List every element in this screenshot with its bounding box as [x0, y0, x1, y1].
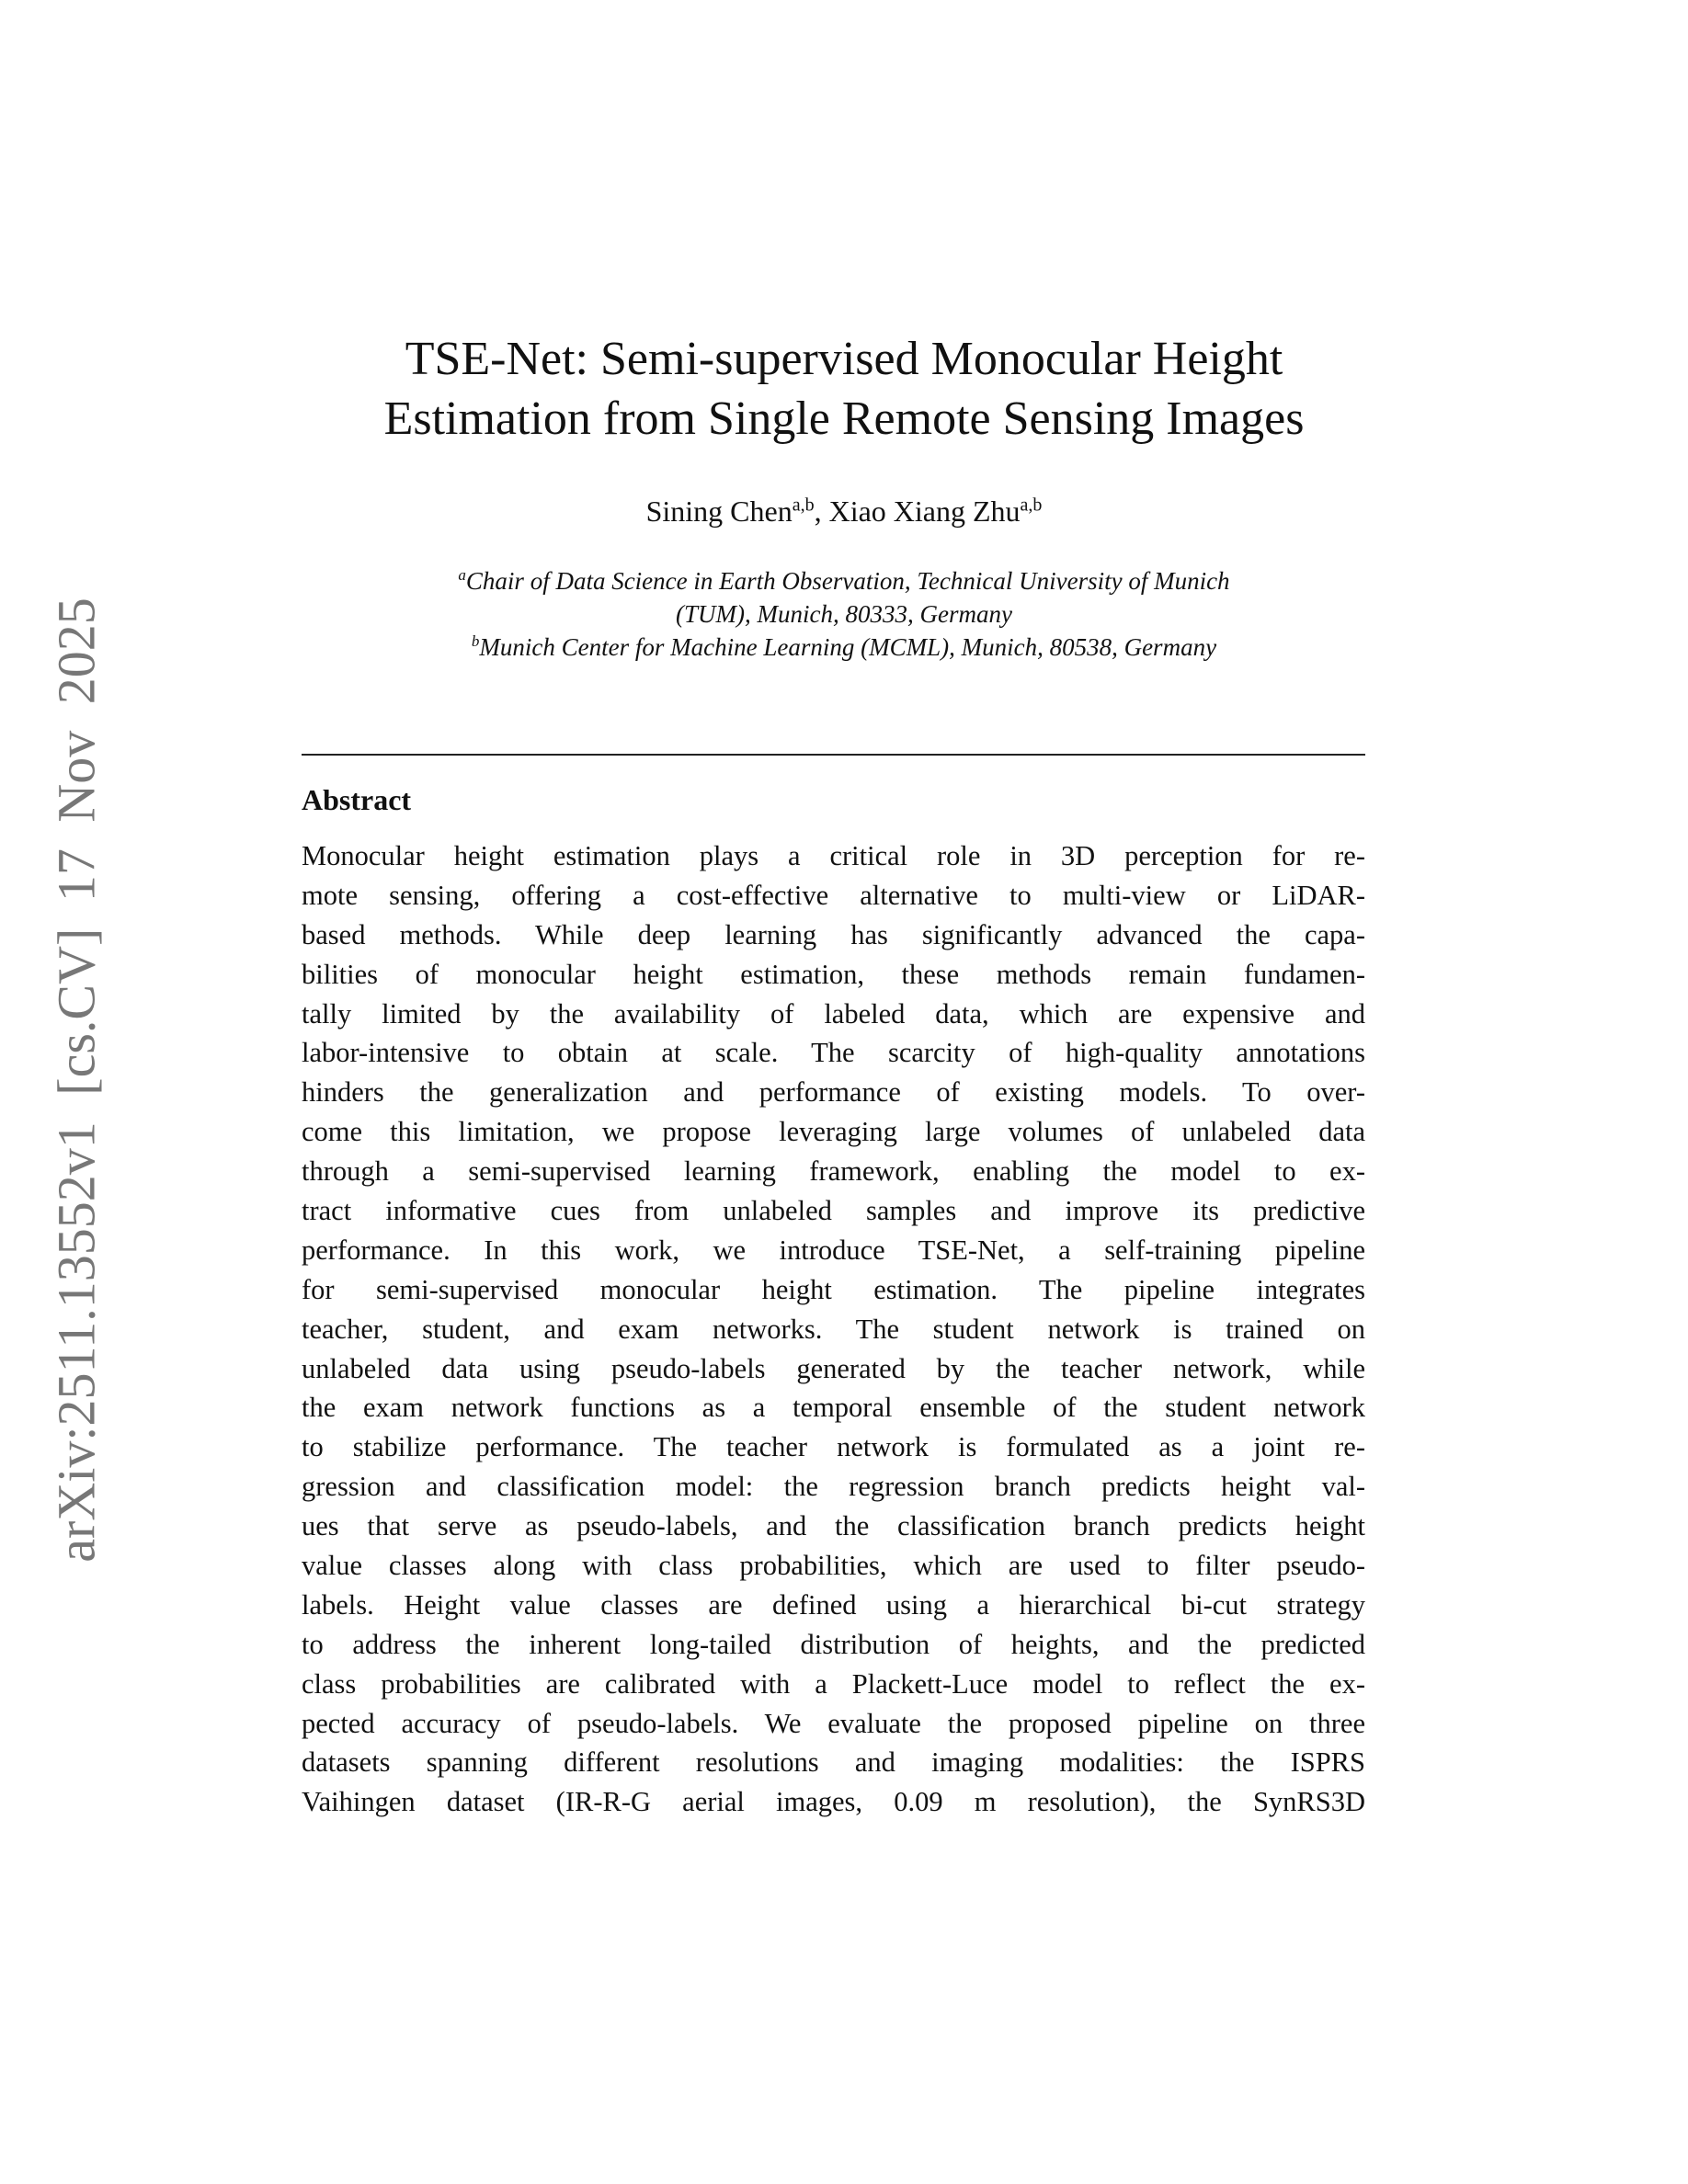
- abstract-line: labor-intensive to obtain at scale. The scarcity of high-quality annotations: [302, 1037, 1365, 1069]
- abstract-line: pected accuracy of pseudo-labels. We evaluate the proposed pipeline on three: [302, 1707, 1365, 1739]
- abstract-line: hinders the generalization and performance of existing models. To over-: [302, 1076, 1365, 1109]
- abstract-line: mote sensing, offering a cost-effective alternative to multi-view or LiDAR-: [302, 879, 1365, 911]
- arxiv-stamp: arXiv:2511.13552v1 [cs.CV] 17 Nov 2025: [46, 597, 107, 1563]
- abstract-line: to address the inherent long-tailed distribution of heights, and the predicted: [302, 1628, 1365, 1660]
- abstract-line: through a semi-supervised learning framework, enabling the model to ex-: [302, 1155, 1365, 1188]
- abstract-line: gression and classification model: the regression branch predicts height val-: [302, 1471, 1365, 1503]
- author-separator: ,: [814, 495, 829, 528]
- abstract-line: the exam network functions as a temporal ensemble of the student network: [302, 1392, 1365, 1424]
- abstract-heading: Abstract: [302, 783, 412, 816]
- affiliation-text: (TUM), Munich, 80333, Germany: [676, 600, 1012, 628]
- abstract-line: labels. Height value classes are defined using a hierarchical bi-cut strategy: [302, 1588, 1365, 1621]
- affiliation-text: Chair of Data Science in Earth Observation, Technical University of Munich: [465, 567, 1230, 595]
- abstract-line: for semi-supervised monocular height estimation. The pipeline integrates: [302, 1273, 1365, 1305]
- title-line: Estimation from Single Remote Sensing Images: [383, 392, 1305, 445]
- abstract-line: datasets spanning different resolutions and imaging modalities: the ISPRS: [302, 1746, 1365, 1779]
- abstract-line: tally limited by the availability of labeled data, which are expensive and: [302, 997, 1365, 1029]
- abstract-line: class probabilities are calibrated with a Plackett-Luce model to reflect the ex-: [302, 1667, 1365, 1700]
- title-line: TSE-Net: Semi-supervised Monocular Height: [405, 333, 1283, 385]
- affiliation-a: [0, 559, 1688, 631]
- abstract-line: based methods. While deep learning has significantly advanced the capa-: [302, 918, 1365, 950]
- author-affiliation-mark: a,b: [792, 495, 815, 516]
- author-list: [0, 495, 1688, 529]
- abstract-line: come this limitation, we propose leveraging large volumes of unlabeled data: [302, 1116, 1365, 1148]
- abstract-line: teacher, student, and exam networks. The student network is trained on: [302, 1313, 1365, 1345]
- abstract-line: Vaihingen dataset (IR-R-G aerial images, 0.09 m resolution), the SynRS3D: [302, 1786, 1365, 1818]
- author-affiliation-mark: a,b: [1020, 495, 1043, 516]
- abstract-line: performance. In this work, we introduce TSE-Net, a self-training pipeline: [302, 1234, 1365, 1266]
- author-name: Sining Chen: [645, 495, 793, 528]
- affiliation-mark: b: [471, 632, 480, 650]
- affiliation-b: [0, 625, 1688, 664]
- abstract-line: value classes along with class probabilities, which are used to filter pseudo-: [302, 1550, 1365, 1582]
- author-name: Xiao Xiang Zhu: [828, 495, 1021, 528]
- paper-title: [0, 329, 1688, 449]
- abstract-line: ues that serve as pseudo-labels, and the classification branch predicts height: [302, 1510, 1365, 1542]
- abstract-line: to stabilize performance. The teacher network is formulated as a joint re-: [302, 1431, 1365, 1463]
- abstract-line: Monocular height estimation plays a critical role in 3D perception for re-: [302, 840, 1365, 871]
- abstract-body: [302, 836, 1365, 1822]
- affiliation-mark: a: [458, 566, 466, 584]
- affiliation-text: Munich Center for Machine Learning (MCML), Munich, 80538, Germany: [479, 633, 1217, 661]
- abstract-line: tract informative cues from unlabeled samples and improve its predictive: [302, 1195, 1365, 1227]
- abstract-line: unlabeled data using pseudo-labels generated by the teacher network, while: [302, 1352, 1365, 1384]
- section-divider: [302, 754, 1365, 756]
- abstract-line: bilities of monocular height estimation, these methods remain fundamen-: [302, 958, 1365, 990]
